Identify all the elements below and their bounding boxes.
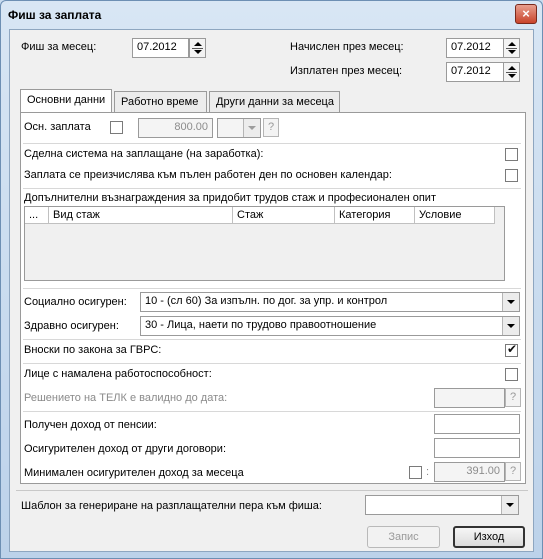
chevron-down-icon	[243, 119, 260, 137]
divider	[23, 411, 521, 412]
basic-salary-checkbox[interactable]	[110, 121, 123, 134]
tab-basic-data[interactable]: Основни данни	[20, 89, 112, 113]
paid-month-spinner[interactable]	[503, 62, 520, 82]
telk-label: Решението на ТЕЛК е валидно до дата:	[24, 392, 228, 404]
min-income-help-button[interactable]: ?	[505, 462, 521, 481]
extra-pay-title: Допълнителни възнаграждения за придобит трудов стаж и професионален опит	[24, 192, 436, 204]
close-button[interactable]: ×	[515, 4, 537, 24]
paid-month-field[interactable]: 07.2012	[446, 62, 504, 82]
divider	[23, 143, 521, 144]
accrued-month-spinner[interactable]	[503, 38, 520, 58]
accrued-month-label: Начислен през месец:	[290, 41, 404, 53]
other-contracts-field[interactable]	[434, 438, 520, 458]
divider	[23, 363, 521, 364]
chevron-down-icon[interactable]	[502, 317, 519, 335]
month-label: Фиш за месец:	[21, 41, 97, 53]
social-insured-label: Социално осигурен:	[24, 296, 127, 308]
health-insured-value: 30 - Лица, наети по трудово правоотношение	[145, 319, 377, 331]
min-income-field[interactable]: 391.00	[434, 462, 505, 482]
divider	[23, 188, 521, 189]
full-day-label: Заплата се преизчислява към пълен работен ден по основен календар:	[24, 169, 392, 181]
piecework-label: Сделна система на заплащане (на заработка):	[24, 148, 264, 160]
tab-working-time[interactable]: Работно време	[114, 91, 207, 113]
month-spinner[interactable]	[189, 38, 206, 58]
basic-salary-label: Осн. заплата	[24, 121, 91, 133]
other-contracts-label: Осигурителен доход от други договори:	[24, 443, 227, 455]
divider	[23, 288, 521, 289]
min-income-label: Минимален осигурителен доход за месеца	[24, 467, 244, 479]
reduced-capacity-checkbox[interactable]	[505, 368, 518, 381]
exit-button[interactable]: Изход	[453, 526, 525, 548]
piecework-checkbox[interactable]	[505, 148, 518, 161]
telk-date-field[interactable]	[434, 388, 505, 408]
social-insured-value: 10 - (сл 60) За изпълн. по дог. за упр. и контрол	[145, 295, 388, 307]
grid-header-type[interactable]: Вид стаж	[49, 207, 233, 224]
full-day-checkbox[interactable]	[505, 169, 518, 182]
reduced-capacity-label: Лице с намалена работоспособност:	[24, 368, 212, 380]
divider	[16, 490, 528, 491]
template-label: Шаблон за генериране на разплащателни пера към фиша:	[21, 500, 322, 512]
pension-income-label: Получен доход от пенсии:	[24, 419, 157, 431]
template-select[interactable]	[365, 495, 519, 515]
health-insured-label: Здравно осигурен:	[24, 320, 119, 332]
accrued-month-field[interactable]: 07.2012	[446, 38, 504, 58]
dialog-body	[9, 29, 534, 552]
chevron-down-icon[interactable]	[501, 496, 518, 514]
extra-pay-grid[interactable]	[24, 206, 505, 281]
health-insured-select[interactable]	[140, 316, 520, 336]
basic-salary-help-button[interactable]: ?	[263, 118, 279, 137]
telk-date-button[interactable]: ?	[505, 388, 521, 407]
save-button[interactable]: Запис	[367, 526, 440, 548]
gvrs-label: Вноски по закона за ГВРС:	[24, 344, 162, 356]
pension-income-field[interactable]	[434, 414, 520, 434]
min-income-checkbox[interactable]	[409, 466, 422, 479]
grid-header-length[interactable]: Стаж	[233, 207, 335, 224]
window-title: Фиш за заплата	[8, 8, 102, 22]
grid-header-condition[interactable]: Условие	[415, 207, 495, 224]
grid-header-select[interactable]: ...	[25, 207, 49, 224]
basic-salary-combo[interactable]	[217, 118, 261, 138]
gvrs-checkbox[interactable]	[505, 344, 518, 357]
chevron-down-icon[interactable]	[502, 293, 519, 311]
divider	[23, 339, 521, 340]
paid-month-label: Изплатен през месец:	[290, 65, 403, 77]
tab-other-data[interactable]: Други данни за месеца	[209, 91, 340, 113]
basic-data-panel	[20, 112, 526, 484]
title-bar[interactable]	[1, 1, 542, 29]
month-field[interactable]: 07.2012	[132, 38, 189, 58]
min-income-colon: :	[426, 466, 430, 478]
basic-salary-field[interactable]: 800.00	[138, 118, 213, 138]
grid-header-category[interactable]: Категория	[335, 207, 415, 224]
social-insured-select[interactable]	[140, 292, 520, 312]
